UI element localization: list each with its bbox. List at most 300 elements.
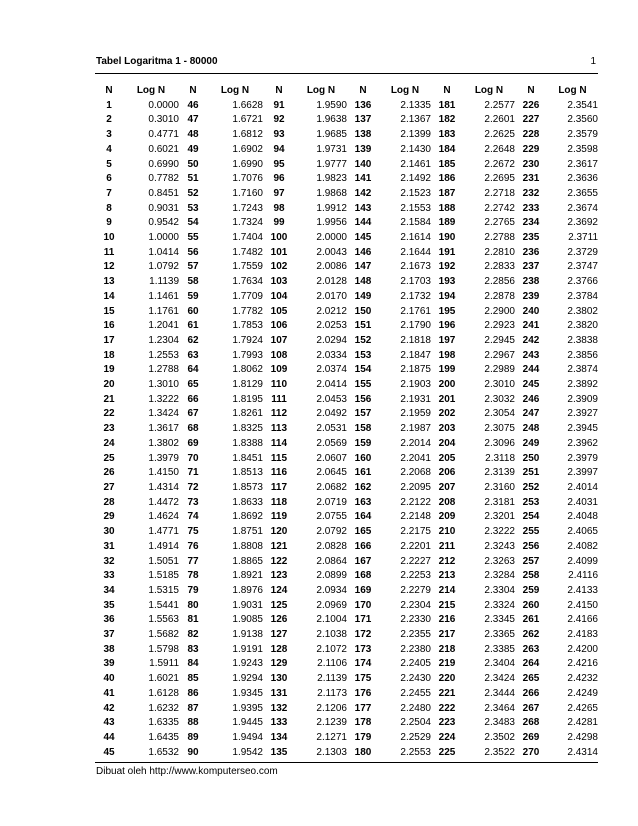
n-cell: 156 bbox=[354, 393, 372, 405]
log-cell: 0.9031 bbox=[148, 202, 179, 214]
table-row bbox=[95, 187, 598, 202]
header-rule bbox=[95, 73, 598, 74]
log-cell: 2.3010 bbox=[484, 379, 515, 391]
log-cell: 1.1139 bbox=[149, 276, 179, 288]
log-cell: 2.2380 bbox=[400, 643, 431, 655]
n-cell: 78 bbox=[187, 570, 199, 582]
n-cell: 16 bbox=[103, 320, 115, 332]
log-cell: 1.5798 bbox=[148, 643, 179, 655]
log-cell: 1.7782 bbox=[232, 305, 263, 317]
n-cell: 243 bbox=[522, 349, 540, 361]
n-cell: 75 bbox=[187, 526, 199, 538]
log-cell: 2.4200 bbox=[567, 643, 598, 655]
log-cell: 2.2122 bbox=[400, 496, 431, 508]
log-cell: 2.0128 bbox=[316, 276, 347, 288]
n-cell: 158 bbox=[354, 423, 372, 435]
n-cell: 131 bbox=[270, 687, 288, 699]
n-cell: 8 bbox=[106, 202, 112, 214]
page-header bbox=[96, 56, 596, 70]
n-cell: 162 bbox=[354, 481, 372, 493]
n-cell: 50 bbox=[187, 158, 199, 170]
log-cell: 1.9191 bbox=[232, 643, 263, 655]
log-cell: 2.3617 bbox=[567, 158, 598, 170]
log-cell: 2.1004 bbox=[316, 614, 347, 626]
table-row bbox=[95, 672, 598, 687]
log-cell: 0.4771 bbox=[148, 129, 179, 141]
table-row bbox=[95, 158, 598, 173]
log-cell: 2.3729 bbox=[567, 246, 598, 258]
n-cell: 94 bbox=[273, 143, 285, 155]
log-cell: 1.2553 bbox=[148, 349, 179, 361]
log-cell: 1.8692 bbox=[232, 511, 263, 523]
log-cell: 1.6435 bbox=[148, 731, 179, 743]
log-cell: 2.1818 bbox=[400, 334, 431, 346]
log-cell: 2.1732 bbox=[400, 290, 431, 302]
n-cell: 6 bbox=[106, 173, 112, 185]
log-cell: 2.0334 bbox=[316, 349, 347, 361]
n-cell: 44 bbox=[103, 731, 115, 743]
log-cell: 1.4624 bbox=[148, 511, 179, 523]
log-cell: 1.9494 bbox=[232, 731, 263, 743]
n-cell: 254 bbox=[522, 511, 540, 523]
log-cell: 2.0531 bbox=[316, 423, 347, 435]
n-cell: 119 bbox=[270, 511, 288, 523]
log-cell: 2.2672 bbox=[484, 158, 515, 170]
n-cell: 256 bbox=[522, 540, 540, 552]
log-cell: 2.1430 bbox=[400, 143, 431, 155]
n-cell: 130 bbox=[270, 673, 288, 685]
n-cell: 197 bbox=[438, 334, 456, 346]
n-cell: 71 bbox=[187, 467, 199, 479]
n-cell: 220 bbox=[438, 673, 456, 685]
n-cell: 26 bbox=[103, 467, 115, 479]
column-header: N bbox=[189, 85, 197, 96]
log-cell: 1.4771 bbox=[148, 526, 179, 538]
log-cell: 1.8573 bbox=[232, 481, 263, 493]
n-cell: 15 bbox=[103, 305, 115, 317]
page-title: Tabel Logaritma 1 - 80000 bbox=[96, 56, 218, 67]
n-cell: 105 bbox=[270, 305, 288, 317]
log-cell: 2.3874 bbox=[567, 364, 598, 376]
n-cell: 224 bbox=[438, 731, 456, 743]
n-cell: 225 bbox=[438, 746, 456, 758]
n-cell: 31 bbox=[103, 540, 115, 552]
n-cell: 222 bbox=[438, 702, 456, 714]
log-cell: 1.5441 bbox=[148, 599, 179, 611]
log-cell: 2.1761 bbox=[400, 305, 431, 317]
n-cell: 84 bbox=[187, 658, 199, 670]
table-row bbox=[95, 657, 598, 672]
n-cell: 257 bbox=[522, 555, 540, 567]
n-cell: 112 bbox=[270, 408, 288, 420]
n-cell: 170 bbox=[354, 599, 372, 611]
table-row bbox=[95, 143, 598, 158]
n-cell: 76 bbox=[187, 540, 199, 552]
table-body bbox=[95, 99, 598, 761]
log-cell: 1.6335 bbox=[148, 717, 179, 729]
n-cell: 73 bbox=[187, 496, 199, 508]
log-cell: 2.2504 bbox=[400, 717, 431, 729]
n-cell: 235 bbox=[522, 232, 540, 244]
n-cell: 66 bbox=[187, 393, 199, 405]
log-cell: 2.0755 bbox=[316, 511, 347, 523]
n-cell: 37 bbox=[103, 629, 115, 641]
footer-rule bbox=[95, 762, 598, 763]
log-cell: 1.7853 bbox=[232, 320, 263, 332]
log-cell: 2.4183 bbox=[567, 629, 598, 641]
log-cell: 2.2068 bbox=[400, 467, 431, 479]
n-cell: 39 bbox=[103, 658, 115, 670]
n-cell: 142 bbox=[354, 187, 372, 199]
n-cell: 183 bbox=[438, 129, 456, 141]
log-cell: 1.7924 bbox=[232, 334, 263, 346]
log-cell: 1.0792 bbox=[148, 261, 179, 273]
n-cell: 138 bbox=[354, 129, 372, 141]
log-cell: 2.2625 bbox=[484, 129, 515, 141]
log-cell: 2.2480 bbox=[400, 702, 431, 714]
n-cell: 178 bbox=[354, 717, 372, 729]
n-cell: 102 bbox=[270, 261, 288, 273]
log-cell: 2.2989 bbox=[484, 364, 515, 376]
log-cell: 2.4065 bbox=[567, 526, 598, 538]
n-cell: 136 bbox=[354, 99, 372, 111]
n-cell: 93 bbox=[273, 129, 285, 141]
n-cell: 175 bbox=[354, 673, 372, 685]
log-cell: 2.3997 bbox=[567, 467, 598, 479]
log-cell: 1.8325 bbox=[232, 423, 263, 435]
n-cell: 189 bbox=[438, 217, 456, 229]
n-cell: 149 bbox=[354, 290, 372, 302]
log-cell: 2.2014 bbox=[400, 437, 431, 449]
n-cell: 107 bbox=[270, 334, 288, 346]
log-cell: 2.3139 bbox=[484, 467, 515, 479]
n-cell: 155 bbox=[354, 379, 372, 391]
log-cell: 1.7482 bbox=[232, 246, 263, 258]
n-cell: 268 bbox=[522, 717, 540, 729]
log-cell: 2.0043 bbox=[316, 246, 347, 258]
n-cell: 20 bbox=[103, 379, 115, 391]
log-cell: 2.3692 bbox=[567, 217, 598, 229]
log-table bbox=[95, 84, 598, 760]
log-cell: 2.0453 bbox=[316, 393, 347, 405]
log-cell: 2.3598 bbox=[567, 143, 598, 155]
n-cell: 168 bbox=[354, 570, 372, 582]
log-cell: 0.8451 bbox=[148, 187, 179, 199]
log-cell: 1.7709 bbox=[232, 290, 263, 302]
n-cell: 70 bbox=[187, 452, 199, 464]
log-cell: 2.2148 bbox=[400, 511, 431, 523]
log-cell: 2.2330 bbox=[400, 614, 431, 626]
log-cell: 2.1106 bbox=[317, 658, 347, 670]
n-cell: 167 bbox=[354, 555, 372, 567]
n-cell: 68 bbox=[187, 423, 199, 435]
log-cell: 1.8513 bbox=[232, 467, 263, 479]
log-cell: 1.3979 bbox=[148, 452, 179, 464]
log-cell: 1.8808 bbox=[232, 540, 263, 552]
table-row bbox=[95, 466, 598, 481]
log-cell: 1.9956 bbox=[316, 217, 347, 229]
log-cell: 1.9590 bbox=[316, 99, 347, 111]
n-cell: 244 bbox=[522, 364, 540, 376]
log-cell: 2.3945 bbox=[567, 423, 598, 435]
n-cell: 2 bbox=[106, 114, 112, 126]
n-cell: 32 bbox=[103, 555, 115, 567]
log-cell: 2.2529 bbox=[400, 731, 431, 743]
log-cell: 2.1038 bbox=[316, 629, 347, 641]
n-cell: 249 bbox=[522, 437, 540, 449]
n-cell: 99 bbox=[273, 217, 285, 229]
n-cell: 200 bbox=[438, 379, 456, 391]
table-row bbox=[95, 525, 598, 540]
log-cell: 2.0719 bbox=[316, 496, 347, 508]
log-cell: 1.8261 bbox=[232, 408, 263, 420]
log-cell: 2.4216 bbox=[567, 658, 598, 670]
table-row bbox=[95, 275, 598, 290]
n-cell: 173 bbox=[354, 643, 372, 655]
table-row bbox=[95, 437, 598, 452]
log-cell: 1.2304 bbox=[148, 334, 179, 346]
log-cell: 1.7993 bbox=[232, 349, 263, 361]
n-cell: 54 bbox=[187, 217, 199, 229]
log-cell: 2.3243 bbox=[484, 540, 515, 552]
log-cell: 2.3054 bbox=[484, 408, 515, 420]
n-cell: 196 bbox=[438, 320, 456, 332]
log-cell: 1.9243 bbox=[232, 658, 263, 670]
n-cell: 207 bbox=[438, 481, 456, 493]
n-cell: 4 bbox=[106, 143, 112, 155]
n-cell: 145 bbox=[354, 232, 372, 244]
log-cell: 1.8129 bbox=[232, 379, 263, 391]
table-row bbox=[95, 393, 598, 408]
log-cell: 2.3222 bbox=[484, 526, 515, 538]
n-cell: 198 bbox=[438, 349, 456, 361]
log-cell: 2.3962 bbox=[567, 437, 598, 449]
log-cell: 2.2967 bbox=[484, 349, 515, 361]
n-cell: 129 bbox=[270, 658, 288, 670]
log-cell: 1.9731 bbox=[316, 143, 347, 155]
n-cell: 114 bbox=[270, 437, 288, 449]
n-cell: 106 bbox=[270, 320, 288, 332]
table-row bbox=[95, 334, 598, 349]
n-cell: 202 bbox=[438, 408, 456, 420]
n-cell: 127 bbox=[270, 629, 288, 641]
log-cell: 2.2201 bbox=[400, 540, 431, 552]
n-cell: 270 bbox=[522, 746, 540, 758]
log-cell: 2.1931 bbox=[400, 393, 431, 405]
n-cell: 45 bbox=[103, 746, 115, 758]
n-cell: 97 bbox=[273, 187, 285, 199]
n-cell: 190 bbox=[438, 232, 456, 244]
n-cell: 266 bbox=[522, 687, 540, 699]
log-cell: 1.0414 bbox=[148, 246, 179, 258]
n-cell: 165 bbox=[354, 526, 372, 538]
log-cell: 2.0828 bbox=[316, 540, 347, 552]
n-cell: 239 bbox=[522, 290, 540, 302]
log-cell: 1.6990 bbox=[232, 158, 263, 170]
log-cell: 2.3464 bbox=[484, 702, 515, 714]
log-cell: 2.1703 bbox=[400, 276, 431, 288]
n-cell: 264 bbox=[522, 658, 540, 670]
log-cell: 2.2833 bbox=[484, 261, 515, 273]
n-cell: 181 bbox=[438, 99, 456, 111]
log-cell: 2.3201 bbox=[484, 511, 515, 523]
log-cell: 2.1206 bbox=[316, 702, 347, 714]
log-cell: 1.9823 bbox=[316, 173, 347, 185]
log-cell: 1.9345 bbox=[232, 687, 263, 699]
n-cell: 63 bbox=[187, 349, 199, 361]
n-cell: 159 bbox=[354, 437, 372, 449]
n-cell: 13 bbox=[103, 276, 115, 288]
log-cell: 2.3404 bbox=[484, 658, 515, 670]
log-cell: 1.8751 bbox=[232, 526, 263, 538]
log-cell: 2.3784 bbox=[567, 290, 598, 302]
n-cell: 128 bbox=[270, 643, 288, 655]
log-cell: 2.3909 bbox=[567, 393, 598, 405]
n-cell: 28 bbox=[103, 496, 115, 508]
table-row bbox=[95, 481, 598, 496]
n-cell: 132 bbox=[270, 702, 288, 714]
n-cell: 60 bbox=[187, 305, 199, 317]
log-cell: 2.3075 bbox=[484, 423, 515, 435]
log-cell: 2.1673 bbox=[400, 261, 431, 273]
log-cell: 1.5682 bbox=[148, 629, 179, 641]
column-header: Log N bbox=[136, 85, 166, 96]
column-header: N bbox=[105, 85, 113, 96]
log-cell: 1.9912 bbox=[316, 202, 347, 214]
table-row bbox=[95, 99, 598, 114]
n-cell: 195 bbox=[438, 305, 456, 317]
n-cell: 146 bbox=[354, 246, 372, 258]
log-cell: 2.1614 bbox=[400, 232, 431, 244]
log-cell: 2.3444 bbox=[484, 687, 515, 699]
n-cell: 187 bbox=[438, 187, 456, 199]
log-cell: 2.2355 bbox=[400, 629, 431, 641]
n-cell: 27 bbox=[103, 481, 115, 493]
n-cell: 9 bbox=[106, 217, 112, 229]
log-cell: 1.5315 bbox=[148, 584, 179, 596]
n-cell: 265 bbox=[522, 673, 540, 685]
log-cell: 1.7243 bbox=[232, 202, 263, 214]
log-cell: 2.0492 bbox=[316, 408, 347, 420]
n-cell: 144 bbox=[354, 217, 372, 229]
log-cell: 2.4265 bbox=[567, 702, 598, 714]
log-cell: 0.9542 bbox=[148, 217, 179, 229]
log-cell: 2.3345 bbox=[484, 614, 515, 626]
n-cell: 41 bbox=[103, 687, 115, 699]
n-cell: 172 bbox=[354, 629, 372, 641]
log-cell: 2.0607 bbox=[316, 452, 347, 464]
n-cell: 83 bbox=[187, 643, 199, 655]
log-cell: 2.1303 bbox=[316, 746, 347, 758]
log-cell: 2.0569 bbox=[316, 437, 347, 449]
n-cell: 164 bbox=[354, 511, 372, 523]
n-cell: 237 bbox=[522, 261, 540, 273]
log-cell: 2.2577 bbox=[484, 99, 515, 111]
column-header: Log N bbox=[306, 85, 336, 96]
column-header: N bbox=[359, 85, 367, 96]
log-cell: 2.2253 bbox=[400, 570, 431, 582]
n-cell: 98 bbox=[273, 202, 285, 214]
log-cell: 2.4281 bbox=[567, 717, 598, 729]
n-cell: 226 bbox=[522, 99, 540, 111]
n-cell: 253 bbox=[522, 496, 540, 508]
log-cell: 0.7782 bbox=[148, 173, 179, 185]
log-cell: 1.8865 bbox=[232, 555, 263, 567]
log-cell: 2.0682 bbox=[316, 481, 347, 493]
log-cell: 1.4914 bbox=[148, 540, 179, 552]
log-cell: 2.1139 bbox=[317, 673, 347, 685]
n-cell: 7 bbox=[106, 187, 112, 199]
table-row bbox=[95, 305, 598, 320]
log-cell: 2.4099 bbox=[567, 555, 598, 567]
n-cell: 125 bbox=[270, 599, 288, 611]
log-cell: 1.8921 bbox=[232, 570, 263, 582]
log-cell: 2.3160 bbox=[484, 481, 515, 493]
log-cell: 1.2041 bbox=[148, 320, 179, 332]
table-row bbox=[95, 628, 598, 643]
log-cell: 2.3304 bbox=[484, 584, 515, 596]
n-cell: 118 bbox=[270, 496, 288, 508]
n-cell: 261 bbox=[522, 614, 540, 626]
n-cell: 166 bbox=[354, 540, 372, 552]
n-cell: 23 bbox=[103, 423, 115, 435]
n-cell: 157 bbox=[354, 408, 372, 420]
log-cell: 1.4150 bbox=[148, 467, 179, 479]
n-cell: 163 bbox=[354, 496, 372, 508]
table-row bbox=[95, 643, 598, 658]
n-cell: 188 bbox=[438, 202, 456, 214]
column-header: N bbox=[275, 85, 283, 96]
log-cell: 2.2553 bbox=[400, 746, 431, 758]
n-cell: 88 bbox=[187, 717, 199, 729]
log-cell: 2.2405 bbox=[400, 658, 431, 670]
log-cell: 2.3560 bbox=[567, 114, 598, 126]
n-cell: 21 bbox=[103, 393, 115, 405]
n-cell: 221 bbox=[438, 687, 456, 699]
log-cell: 2.3711 bbox=[568, 232, 598, 244]
log-cell: 2.0645 bbox=[316, 467, 347, 479]
n-cell: 229 bbox=[522, 143, 540, 155]
log-cell: 2.1492 bbox=[400, 173, 431, 185]
n-cell: 228 bbox=[522, 129, 540, 141]
n-cell: 104 bbox=[270, 290, 288, 302]
log-cell: 2.3032 bbox=[484, 393, 515, 405]
log-cell: 2.1790 bbox=[400, 320, 431, 332]
n-cell: 124 bbox=[270, 584, 288, 596]
n-cell: 185 bbox=[438, 158, 456, 170]
n-cell: 108 bbox=[270, 349, 288, 361]
log-cell: 1.9868 bbox=[316, 187, 347, 199]
n-cell: 152 bbox=[354, 334, 372, 346]
n-cell: 260 bbox=[522, 599, 540, 611]
table-row bbox=[95, 540, 598, 555]
log-cell: 2.1553 bbox=[400, 202, 431, 214]
log-cell: 1.4472 bbox=[148, 496, 179, 508]
n-cell: 227 bbox=[522, 114, 540, 126]
n-cell: 137 bbox=[354, 114, 372, 126]
log-cell: 2.2648 bbox=[484, 143, 515, 155]
n-cell: 153 bbox=[354, 349, 372, 361]
log-cell: 2.4150 bbox=[567, 599, 598, 611]
table-row bbox=[95, 584, 598, 599]
n-cell: 117 bbox=[270, 481, 288, 493]
n-cell: 247 bbox=[522, 408, 540, 420]
log-cell: 2.0969 bbox=[316, 599, 347, 611]
log-cell: 2.4232 bbox=[567, 673, 598, 685]
n-cell: 231 bbox=[522, 173, 540, 185]
log-cell: 2.4031 bbox=[567, 496, 598, 508]
n-cell: 217 bbox=[438, 629, 456, 641]
